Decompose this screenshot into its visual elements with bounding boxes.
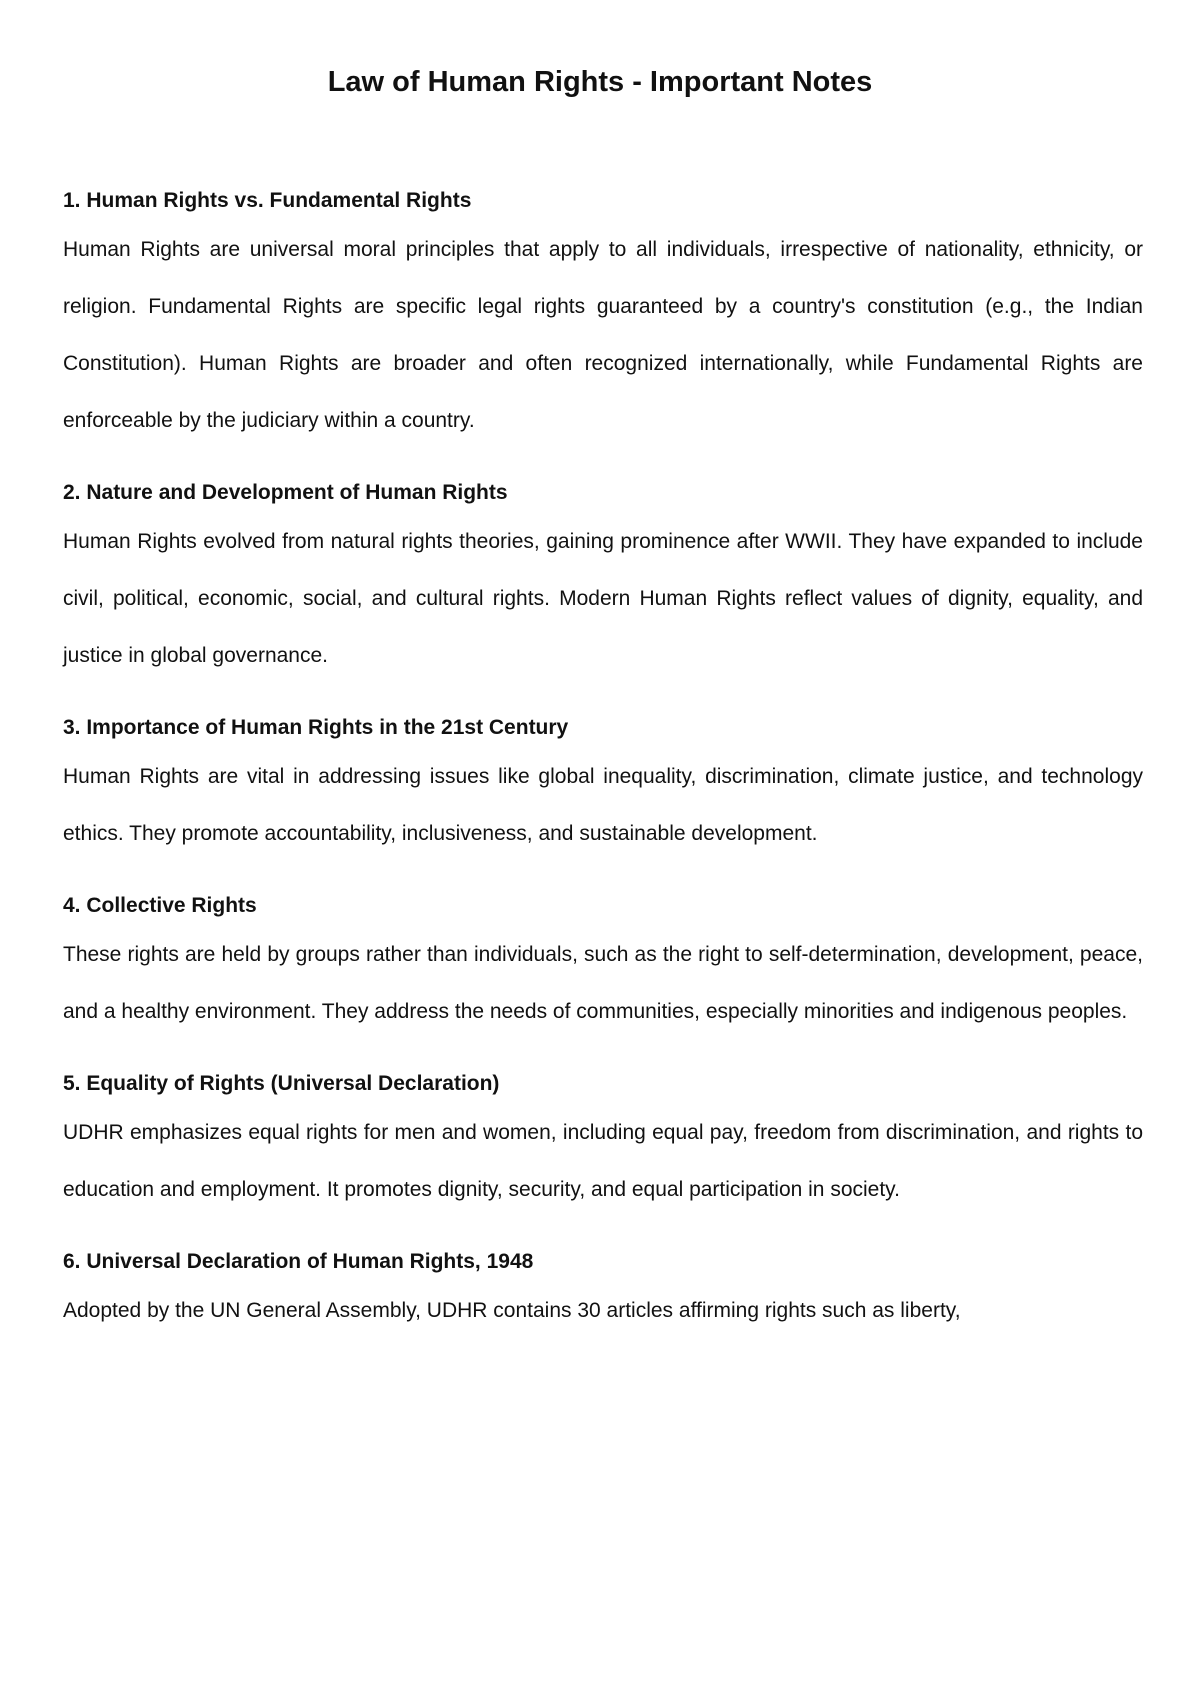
section-udhr-1948 bbox=[63, 1242, 1143, 1339]
document-title: Law of Human Rights - Important Notes bbox=[327, 66, 873, 98]
section-body: UDHR emphasizes equal rights for men and women, including equal pay, freedom from discrimination, and rights to education and employment. It promotes dignity, security, and equal participation in society. bbox=[63, 1121, 1143, 1201]
section-human-rights-vs-fundamental-rights bbox=[63, 181, 1143, 449]
section-body: Adopted by the UN General Assembly, UDHR contains 30 articles affirming rights such as liberty, bbox=[63, 1299, 961, 1322]
section-body: Human Rights are vital in addressing issues like global inequality, discrimination, climate justice, and technology ethics. They promote accountability, inclusiveness, and sustainable development. bbox=[63, 765, 1143, 845]
section-body: Human Rights evolved from natural rights theories, gaining prominence after WWII. They have expanded to include civil, political, economic, social, and cultural rights. Modern Human Rights reflect values of dignity, equality, and justice in global governance. bbox=[63, 530, 1143, 667]
section-body: These rights are held by groups rather than individuals, such as the right to self-determination, development, peace, and a healthy environment. They address the needs of communities, especially minorities and indigenous peoples. bbox=[63, 943, 1143, 1023]
section-heading: 1. Human Rights vs. Fundamental Rights bbox=[63, 189, 472, 212]
section-heading: 2. Nature and Development of Human Rights bbox=[63, 481, 508, 504]
section-collective-rights bbox=[63, 886, 1143, 1040]
section-heading: 5. Equality of Rights (Universal Declaration) bbox=[63, 1072, 500, 1095]
notes-content bbox=[63, 181, 1143, 1363]
section-equality-of-rights bbox=[63, 1064, 1143, 1218]
section-heading: 6. Universal Declaration of Human Rights, 1948 bbox=[63, 1250, 534, 1273]
section-heading: 4. Collective Rights bbox=[63, 894, 257, 917]
section-heading: 3. Importance of Human Rights in the 21st Century bbox=[63, 716, 569, 739]
section-body: Human Rights are universal moral principles that apply to all individuals, irrespective of nationality, ethnicity, or religion. Fundamental Rights are specific legal rights guaranteed by a country's constitution (e.g., the Indian Constitution). Human Rights are broader and often recognized internationally, while Fundamental Rights are enforceable by the judiciary within a country. bbox=[63, 238, 1143, 432]
section-importance-21st-century bbox=[63, 708, 1143, 862]
section-nature-and-development bbox=[63, 473, 1143, 684]
